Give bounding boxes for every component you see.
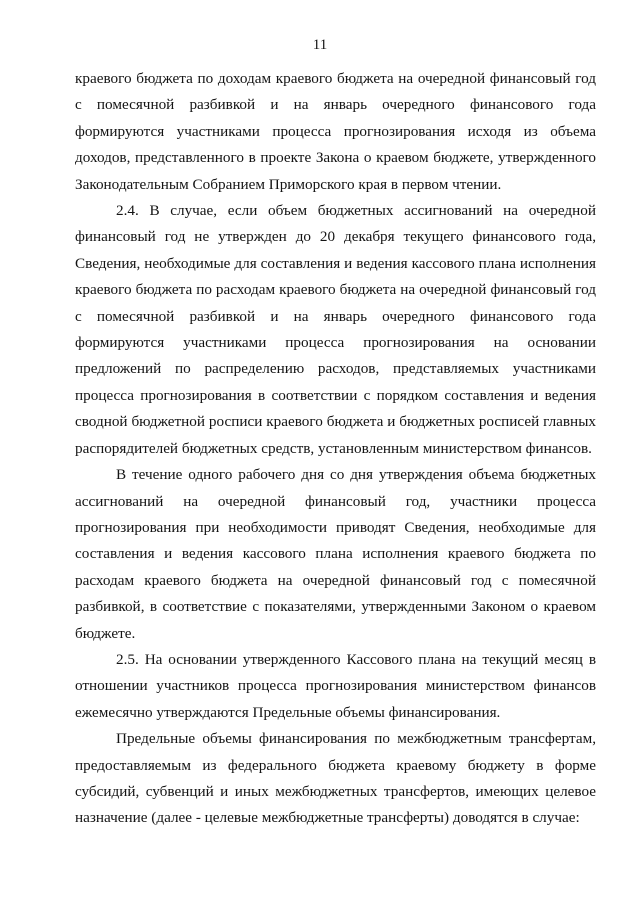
paragraph-one-working-day: В течение одного рабочего дня со дня утверждения объема бюджетных ассигнований на очередной финансовый год, участники процесса прогнозирования при необходимости приводят Сведения, необходимые для составления и ведения кассового плана исполнения краевого бюджета по расходам краевого бюджета на очередной финансовый год с помесячной разбивкой, в соответствие с показателями, утвержденными Законом о краевом бюджете.: [75, 466, 596, 642]
paragraph-section-2-4: 2.4. В случае, если объем бюджетных ассигнований на очередной финансовый год не утвержден до 20 декабря текущего финансового года, Сведения, необходимые для составления и ведения кассового плана исполнения краевого бюджета по расходам краевого бюджета на очередной финансовый год с помесячной разбивкой и на январь очередного финансового года формируются участниками процесса прогнозирования на основании предложений по распределению расходов, представляемых участниками процесса прогнозирования в соответствии с порядком составления и ведения сводной бюджетной росписи краевого бюджета и бюджетных росписей главных распорядителей бюджетных средств, установленным министерством финансов.: [75, 202, 596, 457]
paragraph-section-2-5: 2.5. На основании утвержденного Кассового плана на текущий месяц в отношении участников процесса прогнозирования министерством финансов ежемесячно утверждаются Предельные объемы финансирования.: [75, 650, 596, 721]
page-number: 11: [312, 37, 328, 53]
document-body: [75, 66, 596, 832]
paragraph-continuation: краевого бюджета по доходам краевого бюджета на очередной финансовый год с помесячной разбивкой и на январь очередного финансового года формируются участниками процесса прогнозирования исходя из объема доходов, представленного в проекте Закона о краевом бюджете, утвержденного Законодательным Собранием Приморского края в первом чтении.: [75, 70, 596, 193]
paragraph-financing-limits: Предельные объемы финансирования по межбюджетным трансфертам, предоставляемым из федерального бюджета краевому бюджету в форме субсидий, субвенций и иных межбюджетных трансфертов, имеющих целевое назначение (далее - целевые межбюджетные трансферты) доводятся в случае:: [75, 730, 596, 827]
